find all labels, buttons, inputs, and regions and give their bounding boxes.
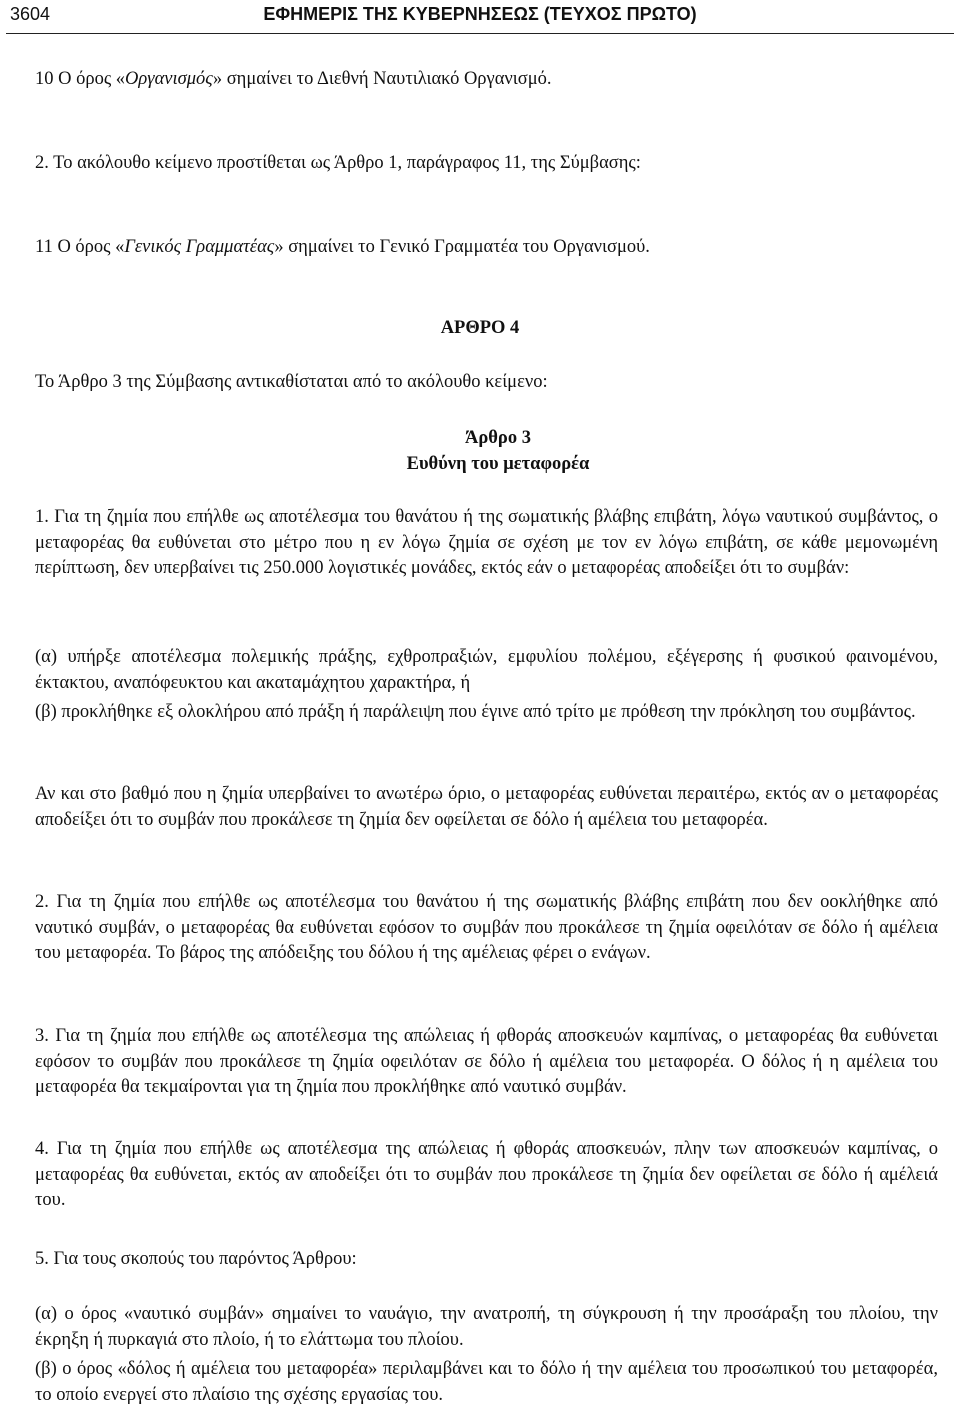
definition-10: 10 Ο όρος «Οργανισμός» σημαίνει το Διεθνή Ναυτιλιακό Οργανισμό. bbox=[35, 69, 552, 89]
paragraph-5-a: (α) ο όρος «ναυτικό συμβάν» σημαίνει το ναυάγιο, την ανατροπή, τη σύγκρουση ή την προσάραξη του πλοίου, την έκρηξη ή πυρκαγιά στο πλοίο, ή το ελάττωμα του πλοίου. bbox=[35, 1304, 938, 1350]
defined-term: Γενικός Γραμματέας bbox=[124, 237, 275, 257]
paragraph-4: 4. Για τη ζημία που επήλθε ως αποτέλεσμα της απώλειας ή φθοράς αποσκευών, πλην των αποσκευών καμπίνας, ο μεταφορέας θα ευθύνεται, εκτός αν αποδείξει ότι το συμβάν που προκάλεσε τη ζημία δεν οφείλεται σε δόλο ή αμέλειά του. bbox=[35, 1139, 938, 1210]
paragraph-1: 1. Για τη ζημία που επήλθε ως αποτέλεσμα του θανάτου ή της σωματικής βλάβης επιβάτη, λόγω ναυτικού συμβάντος, ο μεταφορέας θα ευθύνεται στο μέτρο που η εν λόγω ζημία σε σχέση με τον εν λόγω επιβάτη, σε κάθε μεμονωμένη περίπτωση, δεν υπερβαίνει τις 250.000 λογιστικές μονάδες, εκτός εάν ο μεταφορέας αποδείξει ότι το συμβάν: bbox=[35, 507, 938, 578]
paragraph-1-c: Αν και στο βαθμό που η ζημία υπερβαίνει το ανωτέρω όριο, ο μεταφορέας ευθύνεται περαιτέρω, εκτός αν ο μεταφορέας αποδείξει ότι το συμβάν που προκάλεσε τη ζημία δεν οφείλεται σε δόλο ή αμέλεια του μεταφορέα. bbox=[35, 784, 938, 830]
sub-article-title: Ευθύνη του μεταφορέα bbox=[406, 454, 590, 474]
paragraph-1-b: (β) προκλήθηκε εξ ολοκλήρου από πράξη ή παράλειψη που έγινε από τρίτο με πρόθεση την πρόκληση του συμβάντος. bbox=[35, 702, 916, 722]
header-rule bbox=[6, 33, 954, 34]
gazette-title: ΕΦΗΜΕΡΙΣ ΤΗΣ ΚΥΒΕΡΝΗΣΕΩΣ (ΤΕΥΧΟΣ ΠΡΩΤΟ) bbox=[263, 4, 697, 24]
paragraph-5: 5. Για τους σκοπούς του παρόντος Άρθρου: bbox=[35, 1249, 357, 1269]
page-number: 3604 bbox=[10, 4, 51, 24]
paragraph-5-b: (β) ο όρος «δόλος ή αμέλεια του μεταφορέα» περιλαμβάνει και το δόλο ή την αμέλεια του προσωπικού του μεταφορέα, το οποίο ενεργεί στο πλαίσιο της σχέσης εργασίας του. bbox=[35, 1359, 938, 1405]
paragraph-2-intro: 2. Το ακόλουθο κείμενο προστίθεται ως Άρθρο 1, παράγραφος 11, της Σύμβασης: bbox=[35, 153, 641, 173]
paragraph-1-a: (α) υπήρξε αποτέλεσμα πολεμικής πράξης, εχθροπραξιών, εμφυλίου πολέμου, εξέγερσης ή φυσικού φαινομένου, έκτακτου, αναπόφευκτου και ακαταμάχητου χαρακτήρα, ή bbox=[35, 647, 938, 693]
article-heading: ΑΡΘΡΟ 4 bbox=[440, 318, 520, 338]
paragraph-2: 2. Για τη ζημία που επήλθε ως αποτέλεσμα του θανάτου ή της σωματικής βλάβης επιβάτη που δεν οοκλήθηκε από ναυτικό συμβάν, ο μεταφορέας θα ευθύνεται εφόσον το συμβάν που προκάλεσε τη ζημία οφειλόταν σε δόλο ή αμέλεια του μεταφορέα. Το βάρος της απόδειξης του δόλου ή της αμέλειας φέρει ο ενάγων. bbox=[35, 892, 938, 963]
defined-term: Οργανισμός bbox=[125, 69, 213, 89]
replacement-intro: Το Άρθρο 3 της Σύμβασης αντικαθίσταται από το ακόλουθο κείμενο: bbox=[35, 372, 548, 392]
page-header bbox=[10, 4, 950, 34]
sub-article-heading: Άρθρο 3 bbox=[465, 428, 531, 448]
paragraph-3: 3. Για τη ζημία που επήλθε ως αποτέλεσμα της απώλειας ή φθοράς αποσκευών καμπίνας, ο μεταφορέας θα ευθύνεται εφόσον το συμβάν που προκάλεσε τη ζημία οφειλόταν σε δόλο ή αμέλεια του μεταφορέα. Ο δόλος ή η αμέλεια του μεταφορέα θα τεκμαίρονται για τη ζημία που προκλήθηκε από ναυτικό συμβάν. bbox=[35, 1026, 938, 1097]
definition-11: 11 Ο όρος «Γενικός Γραμματέας» σημαίνει το Γενικό Γραμματέα του Οργανισμού. bbox=[35, 237, 650, 257]
